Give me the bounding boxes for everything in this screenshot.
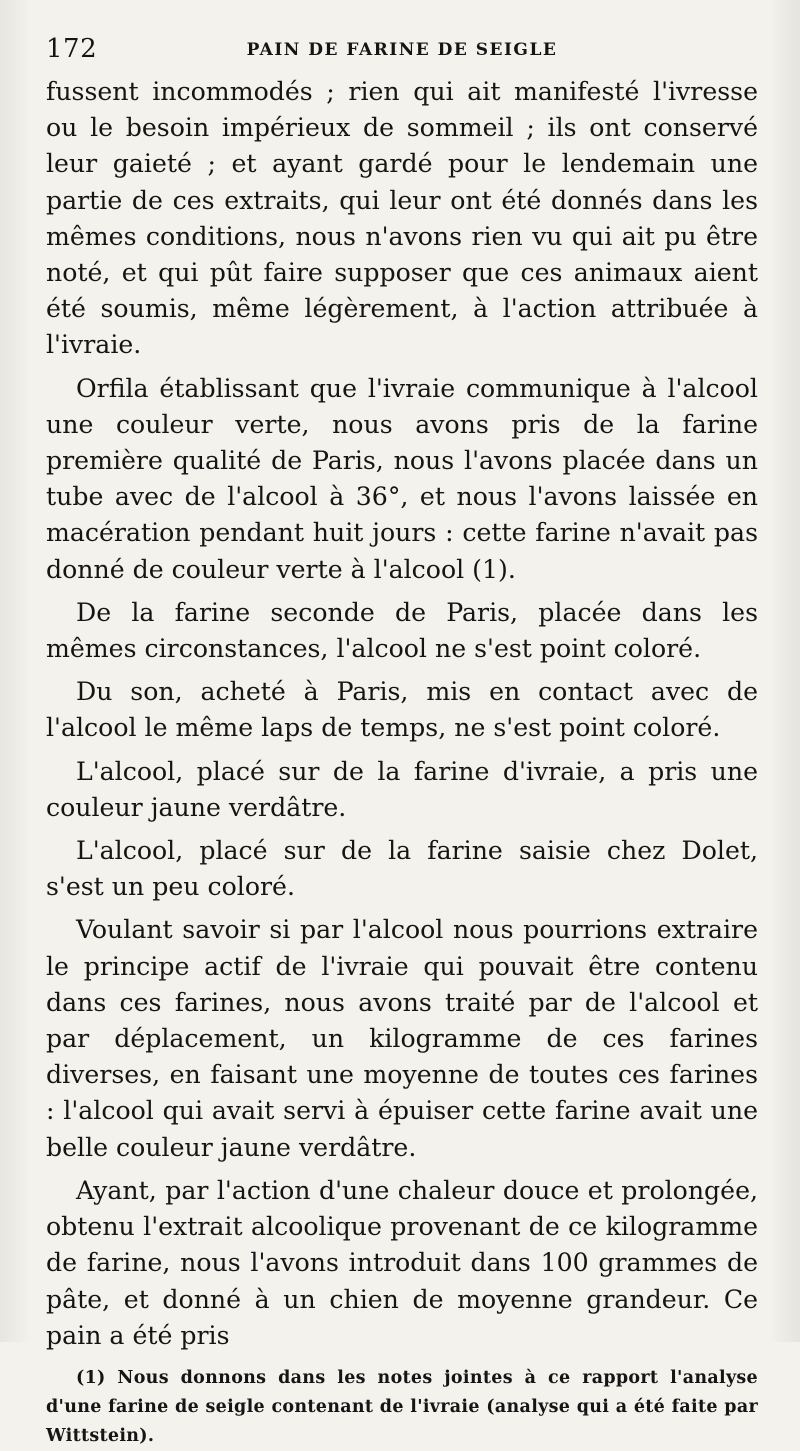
paragraph: Orfila établissant que l'ivraie communique à l'alcool une couleur verte, nous avons pris de la farine première qualité de Paris, nous l'avons placée dans un tube avec de l'alcool à 36°, et nous l'avons laissée en macération pendant huit jours : cette farine n'avait pas donné de couleur verte à l'alcool (1).	[46, 373, 758, 584]
paragraph: fussent incommodés ; rien qui ait manifesté l'ivresse ou le besoin impérieux de sommeil ; ils ont conservé leur gaieté ; et ayant gardé pour le lendemain une partie de ces extraits, qui leur ont été donnés dans les mêmes conditions, nous n'avons rien vu qui ait pu être noté, et qui pût faire supposer que ces animaux aient été soumis, même légèrement, à l'action attribuée à l'ivraie.	[46, 77, 758, 360]
paragraph: De la farine seconde de Paris, placée dans les mêmes circonstances, l'alcool ne s'est point coloré.	[46, 597, 758, 664]
paragraph: L'alcool, placé sur de la farine d'ivraie, a pris une couleur jaune verdâtre.	[46, 756, 758, 822]
paragraph: Ayant, par l'action d'une chaleur douce et prolongée, obtenu l'extrait alcoolique provenant de ce kilogramme de farine, nous l'avons introduit dans 100 grammes de pâte, et donné à un chien de moyenne grandeur. Ce pain a été pris	[46, 1175, 758, 1350]
page-header	[46, 34, 758, 74]
body-text	[46, 74, 758, 1354]
paragraph: Voulant savoir si par l'alcool nous pourrions extraire le principe actif de l'ivraie qui pouvait être contenu dans ces farines, nous avons traité par de l'alcool et par déplacement, un kilogramme de ces farines diverses, en faisant une moyenne de toutes ces farines : l'alcool qui avait servi à épuiser cette farine avait une belle couleur jaune verdâtre.	[46, 915, 758, 1162]
footnote: (1) Nous donnons dans les notes jointes à ce rapport l'analyse d'une farine de seigle contenant de l'ivraie (analyse qui a été faite par Wittstein).	[46, 1367, 758, 1446]
page-number: 172	[46, 34, 98, 64]
paragraph: L'alcool, placé sur de la farine saisie chez Dolet, s'est un peu coloré.	[46, 836, 758, 902]
running-head: PAIN DE FARINE DE SEIGLE	[246, 40, 558, 60]
paragraph: Du son, acheté à Paris, mis en contact avec de l'alcool le même laps de temps, ne s'est point coloré.	[46, 677, 758, 743]
